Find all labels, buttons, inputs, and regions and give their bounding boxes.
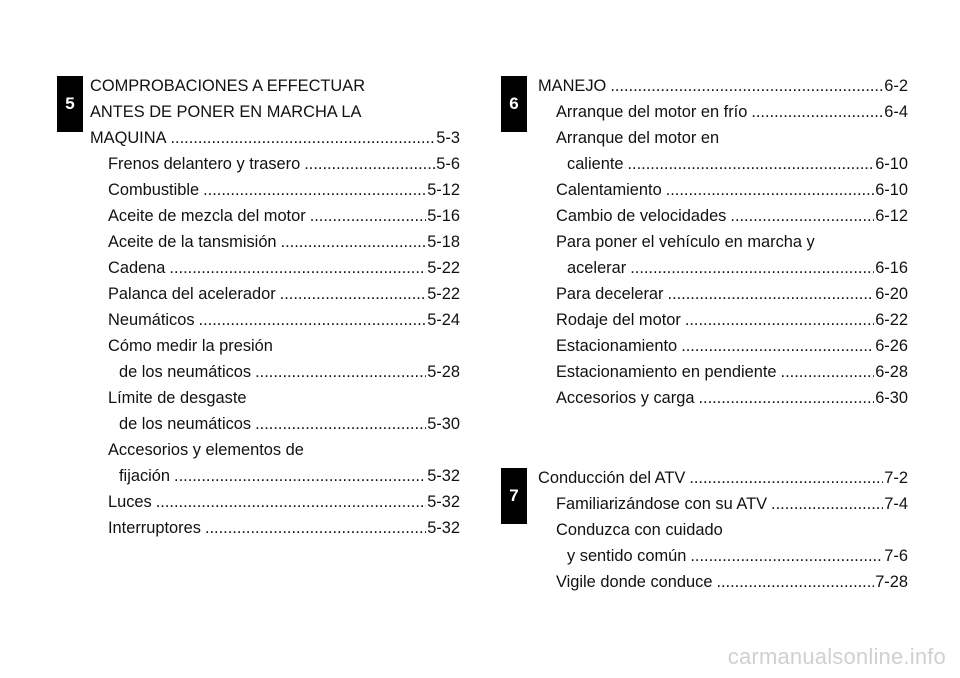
toc-page-number: 5-6 bbox=[436, 155, 460, 173]
dot-leader bbox=[630, 255, 874, 281]
chapter-tab-7 bbox=[501, 468, 527, 524]
section-heading-line: COMPROBACIONES A EFFECTUAR bbox=[90, 77, 366, 95]
toc-page-number: 6-10 bbox=[875, 181, 908, 199]
toc-label: Rodaje del motor bbox=[556, 311, 681, 329]
toc-label: Arranque del motor en frío bbox=[556, 103, 748, 121]
dot-leader bbox=[199, 307, 427, 333]
toc-label: Palanca del acelerador bbox=[108, 285, 276, 303]
toc-page-number: 6-10 bbox=[875, 155, 908, 173]
chapter-tab-6-number: 6 bbox=[509, 94, 519, 113]
toc-label: Combustible bbox=[108, 181, 200, 199]
toc-entry[interactable] bbox=[538, 385, 908, 411]
section-heading-line: ANTES DE PONER EN MARCHA LA bbox=[90, 103, 362, 121]
chapter-tab-5 bbox=[57, 76, 83, 132]
toc-label: fijación bbox=[119, 467, 171, 485]
dot-leader bbox=[668, 281, 875, 307]
toc-page-number: 5-22 bbox=[427, 285, 460, 303]
dot-leader bbox=[610, 73, 883, 99]
toc-page-number: 6-28 bbox=[875, 363, 908, 381]
toc-entry[interactable] bbox=[90, 359, 460, 385]
toc-label: Interruptores bbox=[108, 519, 201, 537]
dot-leader bbox=[628, 151, 875, 177]
toc-entry[interactable] bbox=[538, 151, 908, 177]
toc-entry[interactable] bbox=[90, 307, 460, 333]
toc-page-number: 7-2 bbox=[884, 469, 908, 487]
toc-entry-first-line: Cómo medir la presión bbox=[108, 337, 273, 355]
dot-leader bbox=[304, 151, 435, 177]
toc-entry[interactable] bbox=[538, 543, 908, 569]
section-heading-entry[interactable] bbox=[538, 73, 908, 99]
dot-leader bbox=[690, 543, 883, 569]
toc-label: Aceite de la tansmisión bbox=[108, 233, 277, 251]
chapter-tab-5-number: 5 bbox=[65, 94, 75, 113]
dot-leader bbox=[156, 489, 426, 515]
toc-page-number: 7-6 bbox=[884, 547, 908, 565]
toc-section-7 bbox=[538, 465, 908, 595]
toc-page-number: 6-4 bbox=[884, 103, 908, 121]
toc-section-5 bbox=[90, 73, 460, 541]
toc-label: de los neumáticos bbox=[119, 415, 252, 433]
toc-entry[interactable] bbox=[538, 281, 908, 307]
toc-page-number: 6-16 bbox=[875, 259, 908, 277]
toc-entry-first-line: Arranque del motor en bbox=[556, 129, 720, 147]
toc-page-number: 7-28 bbox=[875, 573, 908, 591]
dot-leader bbox=[280, 281, 427, 307]
toc-label: Calentamiento bbox=[556, 181, 662, 199]
section-heading-entry[interactable] bbox=[90, 125, 460, 151]
section-heading-entry[interactable] bbox=[538, 465, 908, 491]
toc-entry[interactable] bbox=[90, 411, 460, 437]
toc-entry-first-line: Límite de desgaste bbox=[108, 389, 247, 407]
dot-leader bbox=[681, 333, 874, 359]
toc-label: caliente bbox=[567, 155, 624, 173]
toc-entry[interactable] bbox=[90, 177, 460, 203]
dot-leader bbox=[205, 515, 426, 541]
toc-entry[interactable] bbox=[538, 255, 908, 281]
dot-leader bbox=[281, 229, 427, 255]
toc-entry[interactable] bbox=[90, 151, 460, 177]
toc-label: Familiarizándose con su ATV bbox=[556, 495, 768, 513]
toc-label: Accesorios y carga bbox=[556, 389, 695, 407]
toc-label: Cadena bbox=[108, 259, 166, 277]
toc-entry[interactable] bbox=[90, 229, 460, 255]
toc-entry[interactable] bbox=[90, 203, 460, 229]
toc-entry-first-line: Accesorios y elementos de bbox=[108, 441, 304, 459]
toc-page-number: 6-12 bbox=[875, 207, 908, 225]
toc-label: Cambio de velocidades bbox=[556, 207, 727, 225]
toc-entry[interactable] bbox=[538, 333, 908, 359]
toc-page-number: 6-26 bbox=[875, 337, 908, 355]
toc-entry[interactable] bbox=[538, 203, 908, 229]
toc-entry[interactable] bbox=[90, 515, 460, 541]
toc-label: Neumáticos bbox=[108, 311, 195, 329]
dot-leader bbox=[203, 177, 426, 203]
toc-page-number: 5-3 bbox=[436, 129, 460, 147]
toc-label: MAQUINA bbox=[90, 129, 167, 147]
dot-leader bbox=[171, 125, 436, 151]
toc-entry[interactable] bbox=[90, 281, 460, 307]
toc-entry[interactable] bbox=[538, 491, 908, 517]
toc-page-number: 5-18 bbox=[427, 233, 460, 251]
dot-leader bbox=[730, 203, 874, 229]
toc-entry[interactable] bbox=[538, 359, 908, 385]
toc-label: y sentido común bbox=[567, 547, 687, 565]
toc-section-6 bbox=[538, 73, 908, 411]
toc-page-number: 5-16 bbox=[427, 207, 460, 225]
toc-page-number: 5-32 bbox=[427, 467, 460, 485]
toc-entry[interactable] bbox=[538, 307, 908, 333]
toc-label: Para decelerar bbox=[556, 285, 664, 303]
toc-entry[interactable] bbox=[538, 177, 908, 203]
toc-page-number: 7-4 bbox=[884, 495, 908, 513]
toc-page-number: 5-32 bbox=[427, 519, 460, 537]
toc-entry[interactable] bbox=[538, 99, 908, 125]
toc-label: MANEJO bbox=[538, 77, 607, 95]
toc-entry[interactable] bbox=[90, 463, 460, 489]
toc-entry[interactable] bbox=[90, 255, 460, 281]
toc-page-number: 6-20 bbox=[875, 285, 908, 303]
dot-leader bbox=[689, 465, 883, 491]
dot-leader bbox=[781, 359, 875, 385]
toc-label: de los neumáticos bbox=[119, 363, 252, 381]
dot-leader bbox=[255, 411, 426, 437]
toc-page-number: 6-30 bbox=[875, 389, 908, 407]
toc-entry-first-line: Conduzca con cuidado bbox=[556, 521, 723, 539]
toc-page-number: 6-2 bbox=[884, 77, 908, 95]
dot-leader bbox=[716, 569, 874, 595]
toc-label: Luces bbox=[108, 493, 152, 511]
toc-entry-first-line: Para poner el vehículo en marcha y bbox=[556, 233, 815, 251]
toc-page-number: 5-24 bbox=[427, 311, 460, 329]
dot-leader bbox=[174, 463, 426, 489]
chapter-tab-6 bbox=[501, 76, 527, 132]
toc-entry[interactable] bbox=[538, 569, 908, 595]
dot-leader bbox=[310, 203, 426, 229]
toc-label: Conducción del ATV bbox=[538, 469, 686, 487]
toc-label: Aceite de mezcla del motor bbox=[108, 207, 306, 225]
toc-entry[interactable] bbox=[90, 489, 460, 515]
toc-page-number: 6-22 bbox=[875, 311, 908, 329]
toc-page-number: 5-12 bbox=[427, 181, 460, 199]
dot-leader bbox=[685, 307, 874, 333]
dot-leader bbox=[698, 385, 874, 411]
toc-page-number: 5-22 bbox=[427, 259, 460, 277]
toc-page-number: 5-30 bbox=[427, 415, 460, 433]
dot-leader bbox=[666, 177, 874, 203]
watermark-text: carmanualsonline.info bbox=[727, 644, 946, 669]
toc-page-number: 5-28 bbox=[427, 363, 460, 381]
toc-label: Vigile donde conduce bbox=[556, 573, 713, 591]
toc-page-number: 5-32 bbox=[427, 493, 460, 511]
dot-leader bbox=[751, 99, 883, 125]
dot-leader bbox=[771, 491, 883, 517]
dot-leader bbox=[169, 255, 426, 281]
toc-label: Estacionamiento en pendiente bbox=[556, 363, 777, 381]
toc-label: Estacionamiento bbox=[556, 337, 678, 355]
chapter-tab-7-number: 7 bbox=[509, 486, 519, 505]
dot-leader bbox=[255, 359, 426, 385]
toc-label: acelerar bbox=[567, 259, 627, 277]
toc-label: Frenos delantero y trasero bbox=[108, 155, 301, 173]
